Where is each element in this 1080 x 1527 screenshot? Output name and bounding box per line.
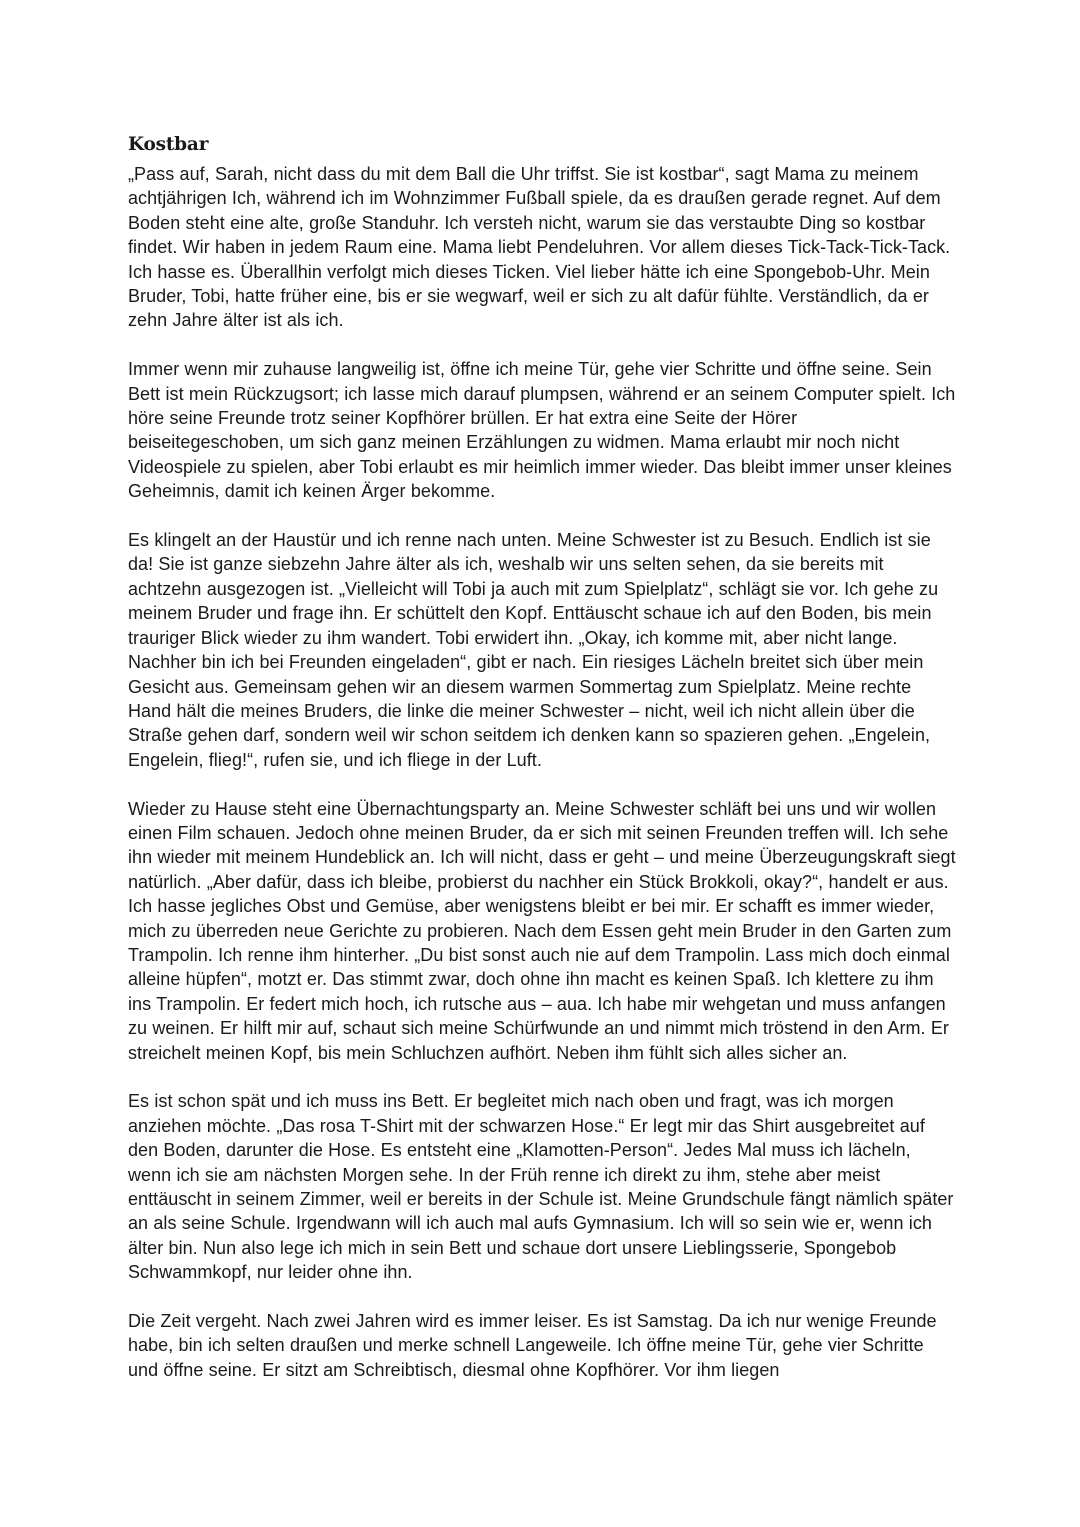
paragraph-3: Es klingelt an der Haustür und ich renne nach unten. Meine Schwester ist zu Besuch. Endlich ist sie da! Sie ist ganze siebzehn Jahre älter als ich, weshalb wir uns selten sehen, da sie bereits mit achtzehn ausgezogen ist. „Vielleicht will Tobi ja auch mit zum Spielplatz“, schlägt sie vor. Ich gehe zu meinem Bruder und frage ihn. Er schüttelt den Kopf. Enttäuscht schaue ich auf den Boden, bis mein trauriger Blick wieder zu ihm wandert. Tobi erwidert ihn. „Okay, ich komme mit, aber nicht lange. Nachher bin ich bei Freunden eingeladen“, gibt er nach. Ein riesiges Lächeln breitet sich über mein Gesicht aus. Gemeinsam gehen wir an diesem warmen Sommertag zum Spielplatz. Meine rechte Hand hält die meines Bruders, die linke die meiner Schwester – nicht, weil ich nicht allein über die Straße gehen darf, sondern weil wir schon seitdem ich denken kann so spazieren gehen. „Engelein, Engelein, flieg!“, rufen sie, und ich fliege in der Luft.: [128, 530, 939, 770]
document-title: Kostbar: [128, 134, 209, 155]
document-page: [128, 130, 956, 1382]
paragraph-2: Immer wenn mir zuhause langweilig ist, öffne ich meine Tür, gehe vier Schritte und öffne seine. Sein Bett ist mein Rückzugsort; ich lasse mich darauf plumpsen, während er an seinem Computer spielt. Ich höre seine Freunde trotz seiner Kopfhörer brüllen. Er hat extra eine Seite der Hörer beiseitegeschoben, um sich ganz meinen Erzählungen zu widmen. Mama erlaubt mir noch nicht Videospiele zu spielen, aber Tobi erlaubt es mir heimlich immer wieder. Das bleibt immer unser kleines Geheimnis, damit ich keinen Ärger bekomme.: [128, 359, 956, 502]
paragraph-1: „Pass auf, Sarah, nicht dass du mit dem Ball die Uhr triffst. Sie ist kostbar“, sagt Mama zu meinem achtjährigen Ich, während ich im Wohnzimmer Fußball spiele, da es draußen gerade regnet. Auf dem Boden steht eine alte, große Standuhr. Ich versteh nicht, warum sie das verstaubte Ding so kostbar findet. Wir haben in jedem Raum eine. Mama liebt Pendeluhren. Vor allem dieses Tick-Tack-Tick-Tack. Ich hasse es. Überallhin verfolgt mich dieses Ticken. Viel lieber hätte ich eine Spongebob-Uhr. Mein Bruder, Tobi, hatte früher eine, bis er sie wegwarf, weil er sich zu alt dafür fühlte. Verständlich, da er zehn Jahre älter ist als ich.: [128, 164, 951, 331]
paragraph-5: Es ist schon spät und ich muss ins Bett. Er begleitet mich nach oben und fragt, was ich morgen anziehen möchte. „Das rosa T-Shirt mit der schwarzen Hose.“ Er legt mir das Shirt ausgebreitet auf den Boden, darunter die Hose. Es entsteht eine „Klamotten-Person“. Jedes Mal muss ich lächeln, wenn ich sie am nächsten Morgen sehe. In der Früh renne ich direkt zu ihm, stehe aber meist enttäuscht in seinem Zimmer, weil er bereits in der Schule ist. Meine Grundschule fängt nämlich später an als seine Schule. Irgendwann will ich auch mal aufs Gymnasium. Ich will so sein wie er, wenn ich älter bin. Nun also lege ich mich in sein Bett und schaue dort unsere Lieblingsserie, Spongebob Schwammkopf, nur leider ohne ihn.: [128, 1091, 954, 1283]
paragraph-4: Wieder zu Hause steht eine Übernachtungsparty an. Meine Schwester schläft bei uns und wir wollen einen Film schauen. Jedoch ohne meinen Bruder, da er sich mit seinen Freunden treffen will. Ich sehe ihn wieder mit meinem Hundeblick an. Ich will nicht, dass er geht – und meine Überzeugungskraft siegt natürlich. „Aber dafür, dass ich bleibe, probierst du nachher ein Stück Brokkoli, okay?“, handelt er aus. Ich hasse jegliches Obst und Gemüse, aber wenigstens bleibt er bei mir. Er schafft es immer wieder, mich zu überreden neue Gerichte zu probieren. Nach dem Essen geht mein Bruder in den Garten zum Trampolin. Ich renne ihm hinterher. „Du bist sonst auch nie auf dem Trampolin. Lass mich doch einmal alleine hüpfen“, motzt er. Das stimmt zwar, doch ohne ihn macht es keinen Spaß. Ich klettere zu ihm ins Trampolin. Er federt mich hoch, ich rutsche aus – aua. Ich habe mir wehgetan und muss anfangen zu weinen. Er hilft mir auf, schaut sich meine Schürfwunde an und nimmt mich tröstend in den Arm. Er streichelt meinen Kopf, bis mein Schluchzen aufhört. Neben ihm fühlt sich alles sicher an.: [128, 798, 956, 1063]
paragraph-6: Die Zeit vergeht. Nach zwei Jahren wird es immer leiser. Es ist Samstag. Da ich nur wenige Freunde habe, bin ich selten draußen und merke schnell Langeweile. Ich öffne meine Tür, gehe vier Schritte und öffne seine. Er sitzt am Schreibtisch, diesmal ohne Kopfhörer. Vor ihm liegen: [128, 1311, 937, 1380]
